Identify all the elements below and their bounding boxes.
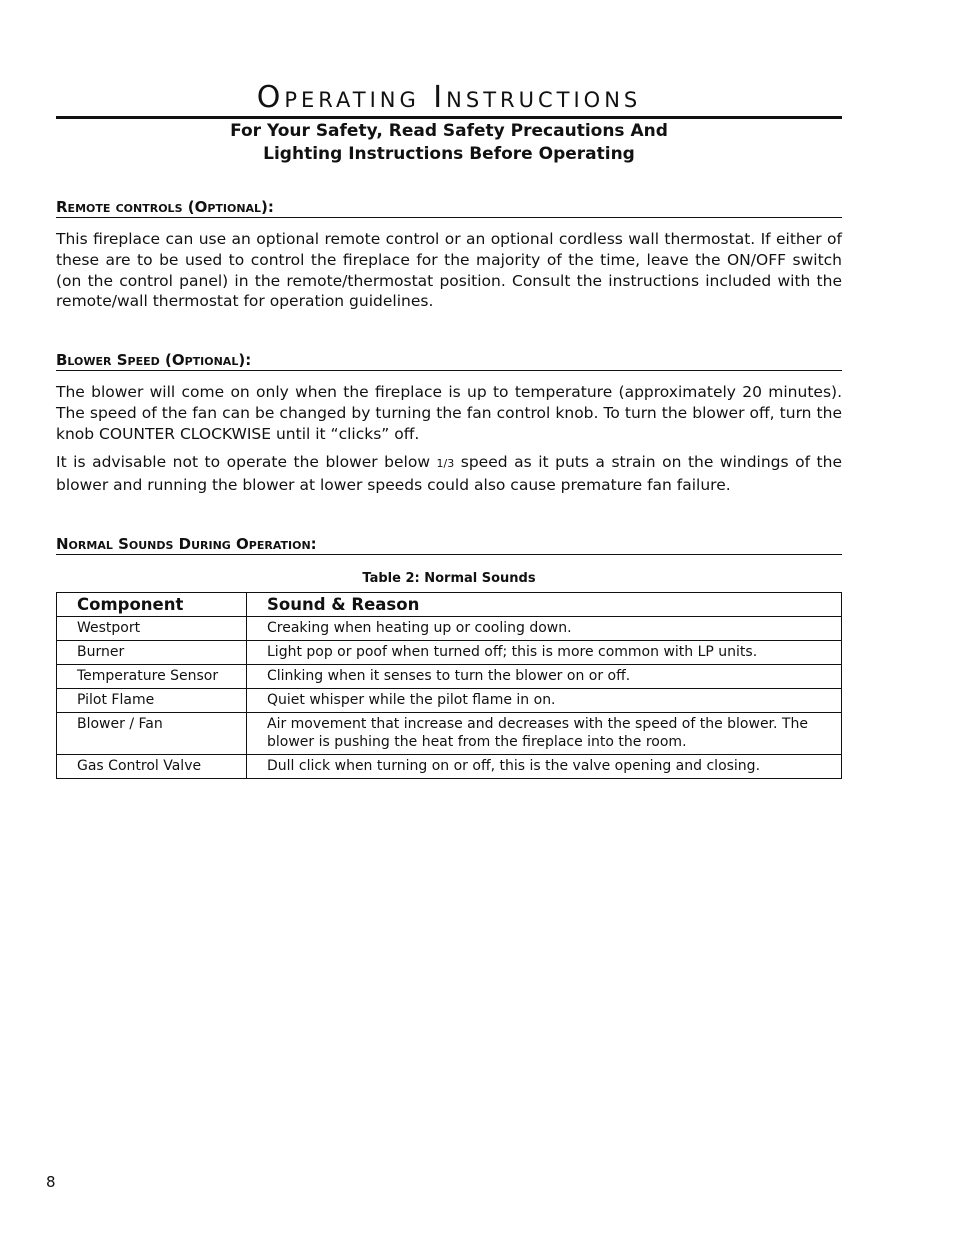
- sound-reason-cell: Creaking when heating up or cooling down.: [247, 617, 842, 641]
- page-title: Operating Instructions: [56, 80, 842, 119]
- remote-controls-paragraph: This fireplace can use an optional remote control or an optional cordless wall thermostat. If either of these are to be used to control the fireplace for the majority of the time, leave the ON/OFF switch (on the control panel) in the remote/thermostat position. Consult the instructions included with the remote/wall thermostat for operation guidelines.: [56, 230, 842, 311]
- normal-sounds-heading: Normal Sounds During Operation:: [56, 535, 842, 555]
- table-row: [57, 755, 842, 779]
- normal-sounds-table: [56, 592, 842, 779]
- one-third-fraction: 1/3: [436, 457, 455, 470]
- paragraph-2-end: speed as it puts a strain on the windings of the blower and running the blower at lower speeds could also cause premature fan failure.: [56, 453, 842, 494]
- blower-speed-heading: Blower Speed (Optional):: [56, 351, 842, 371]
- component-cell: Pilot Flame: [57, 689, 247, 713]
- sound-reason-cell: Quiet whisper while the pilot flame in on.: [247, 689, 842, 713]
- table-row: [57, 713, 842, 755]
- component-cell: Westport: [57, 617, 247, 641]
- sound-reason-cell: Light pop or poof when turned off; this is more common with LP units.: [247, 641, 842, 665]
- column-header-component: Component: [57, 593, 247, 617]
- paragraph-2-start: It is advisable not to operate the blower below: [56, 453, 437, 471]
- safety-line-1: For Your Safety, Read Safety Precautions And: [230, 121, 668, 141]
- table-header-row: [57, 593, 842, 617]
- blower-speed-paragraph-2: [56, 452, 842, 496]
- component-cell: Burner: [57, 641, 247, 665]
- table-row: [57, 689, 842, 713]
- sound-reason-cell: Dull click when turning on or off, this is the valve opening and closing.: [247, 755, 842, 779]
- component-cell: Gas Control Valve: [57, 755, 247, 779]
- table-row: [57, 641, 842, 665]
- sound-reason-cell: Air movement that increase and decreases with the speed of the blower. The blower is pushing the heat from the fireplace into the room.: [247, 713, 842, 755]
- page-number: 8: [46, 1173, 56, 1191]
- column-header-sound-reason: Sound & Reason: [247, 593, 842, 617]
- safety-subtitle: [56, 120, 842, 166]
- table-caption: Table 2: Normal Sounds: [362, 571, 536, 586]
- safety-line-2: Lighting Instructions Before Operating: [263, 144, 635, 164]
- blower-speed-paragraph-1: The blower will come on only when the fireplace is up to temperature (approximately 20 minutes). The speed of the fan can be changed by turning the fan control knob. To turn the blower off, turn the knob COUNTER CLOCKWISE until it “clicks” off.: [56, 383, 842, 443]
- table-row: [57, 665, 842, 689]
- component-cell: Temperature Sensor: [57, 665, 247, 689]
- remote-controls-heading: Remote controls (Optional):: [56, 198, 842, 218]
- component-cell: Blower / Fan: [57, 713, 247, 755]
- sound-reason-cell: Clinking when it senses to turn the blower on or off.: [247, 665, 842, 689]
- table-row: [57, 617, 842, 641]
